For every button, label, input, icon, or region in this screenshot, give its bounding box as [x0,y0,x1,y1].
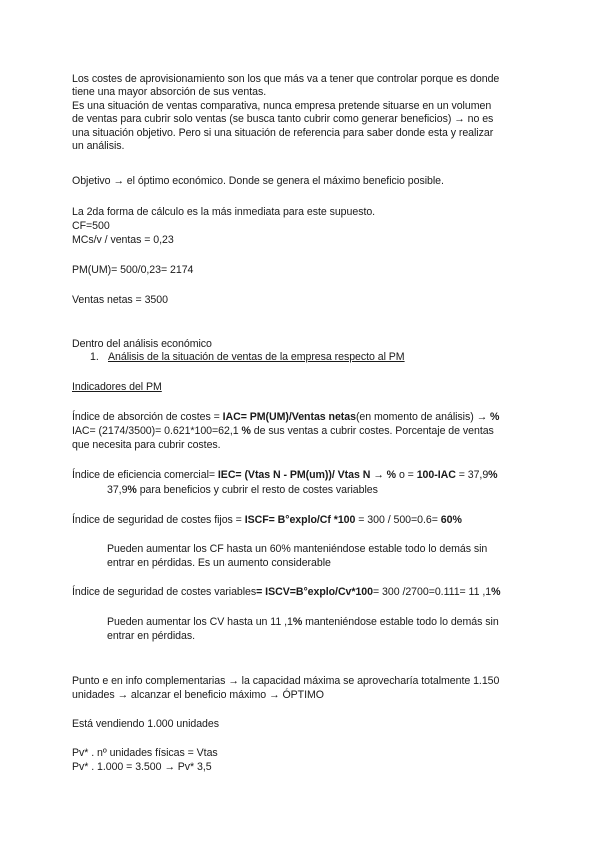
iac-line: IAC= (2174/3500)= 0.621*100=62,1 % de sus ventas a cubrir costes. Porcentaje de ventas [72,425,494,437]
indicators-heading: Indicadores del PM [72,381,162,393]
punto-line: Punto e en info complementarias → la capacidad máxima se aprovecharía totalmente 1.150 [72,675,500,687]
pm-value: PM(UM)= 500/0,23= 2174 [72,264,194,276]
iscv-note: entrar en pérdidas. [107,630,195,642]
pv-formula: Pv* . nº unidades físicas = Vtas [72,747,218,759]
paragraph-line: Los costes de aprovisionamiento son los que más va a tener que controlar porque es donde [72,73,500,85]
objective-line: Objetivo → el óptimo económico. Donde se genera el máximo beneficio posible. [72,175,444,187]
paragraph-line: tiene una mayor absorción de sus ventas. [72,86,267,98]
list-item: Análisis de la situación de ventas de la empresa respecto al PM [108,351,405,363]
calc-intro: La 2da forma de cálculo es la más inmediata para este supuesto. [72,206,376,218]
iscv-line: Índice de seguridad de costes variables= ISCV=B°explo/Cv*100= 300 /2700=0.111= 11 ,1% [72,586,501,598]
iscv-note: Pueden aumentar los CV hasta un 11 ,1% manteniéndose estable todo lo demás sin [107,616,499,628]
paragraph-line: un análisis. [72,140,125,152]
analysis-heading: Dentro del análisis económico [72,338,212,350]
iac-line: Índice de absorción de costes = IAC= PM(UM)/Ventas netas(en momento de análisis) → % [72,411,500,423]
iscf-line: Índice de seguridad de costes fijos = ISCF= B°explo/Cf *100 = 300 / 500=0.6= 60% [72,514,462,526]
iscf-note: entrar en pérdidas. Es un aumento considerable [107,557,331,569]
paragraph-line: Es una situación de ventas comparativa, nunca empresa pretende situarse en un volumen [72,100,492,112]
iec-line: Índice de eficiencia comercial= IEC= (Vtas N - PM(um))/ Vtas N → % o = 100-IAC = 37,9% [72,469,498,481]
iac-line: que necesita para cubrir costes. [72,439,221,451]
paragraph-line: una situación objetivo. Pero si una situación de referencia para saber donde esta y realizar [72,127,494,139]
punto-line: unidades → alcanzar el beneficio máximo → ÓPTIMO [72,689,324,701]
cf-value: CF=500 [72,220,110,232]
list-number: 1. [90,351,99,363]
selling-line: Está vendiendo 1.000 unidades [72,718,219,730]
ventas-value: Ventas netas = 3500 [72,294,168,306]
mcs-value: MCs/v / ventas = 0,23 [72,234,174,246]
iec-line: 37,9% para beneficios y cubrir el resto de costes variables [107,484,378,496]
pv-result: Pv* . 1.000 = 3.500 → Pv* 3,5 [72,761,212,773]
paragraph-line: de ventas para cubrir solo ventas (se busca tanto cubrir como generar beneficios) → no es [72,113,494,125]
iscf-note: Pueden aumentar los CF hasta un 60% manteniéndose estable todo lo demás sin [107,543,488,555]
